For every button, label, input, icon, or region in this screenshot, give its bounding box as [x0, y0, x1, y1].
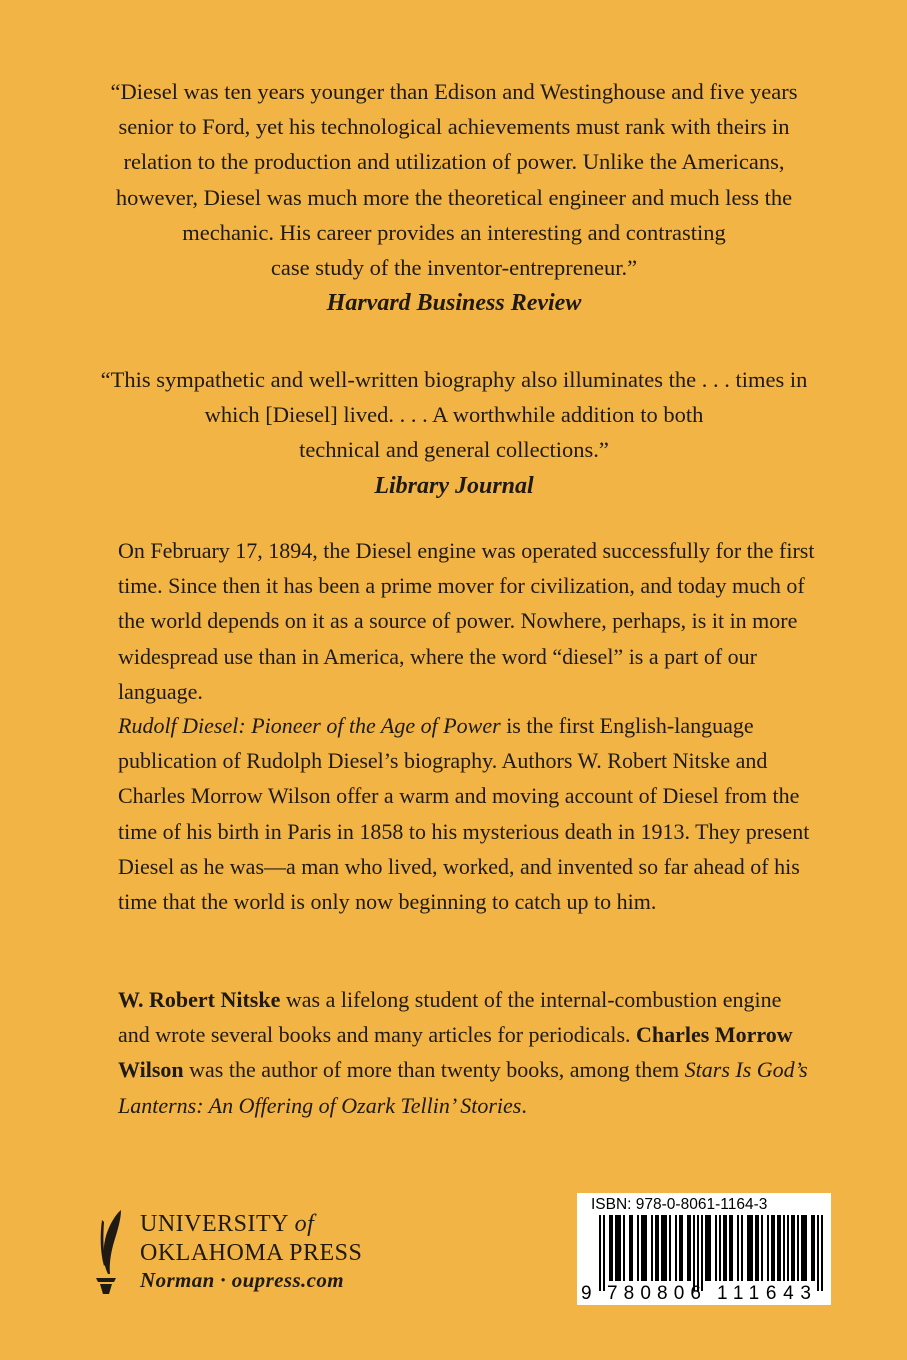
barcode-bar [657, 1215, 659, 1281]
barcode-bar [737, 1215, 739, 1281]
barcode-bar [663, 1215, 665, 1281]
barcode-bar [731, 1215, 733, 1281]
author-bio-end: . [521, 1092, 527, 1118]
publisher-name-line-2: OKLAHOMA PRESS [140, 1240, 363, 1266]
barcode-bar [693, 1215, 695, 1291]
barcode-digits-left: 780806 [607, 1283, 701, 1304]
barcode-bar [675, 1215, 677, 1281]
quote-line: “Diesel was ten years younger than Edison and Westinghouse and five years [110, 79, 798, 104]
barcode-bar [687, 1215, 689, 1281]
other-book-title: Stars Is God’s Lanterns: An Offering of Ozark Tellin’ Stories [118, 1057, 808, 1118]
barcode-bar [645, 1215, 647, 1281]
description-text: is the first English-language publication of Rudolph Diesel’s biography. Authors W. Robert Nitske and Charles Morrow Wilson offer a warm and moving account of Diesel from the time of his birth in Paris in 1858 to his mysterious death in 1913. They present Diesel as he was—a man who lived, worked, and invented so far ahead of his time that the world is only now beginning to catch up to him. [118, 713, 810, 915]
barcode-bar [623, 1215, 625, 1281]
barcode-bar [709, 1215, 711, 1281]
barcode-bar [729, 1215, 731, 1281]
quote-line: senior to Ford, yet his technological achievements must rank with theirs in [118, 114, 790, 140]
barcode-bar [821, 1215, 823, 1291]
barcode-bar [637, 1215, 639, 1281]
barcode-bar [793, 1215, 795, 1281]
barcode-bar [715, 1215, 717, 1281]
quote-attribution: Harvard Business Review [326, 290, 582, 317]
quill-pen-icon [92, 1208, 132, 1294]
publisher-logo [92, 1208, 392, 1294]
barcode-bar [669, 1215, 671, 1281]
barcode-bar [611, 1215, 613, 1281]
barcode-bar [603, 1215, 605, 1291]
barcode-bar [661, 1215, 663, 1281]
barcode-bar [617, 1215, 619, 1281]
barcode-bar [761, 1215, 763, 1281]
quote-line: which [Diesel] lived. . . . A worthwhile addition to both [204, 402, 704, 428]
description-paragraph-2 [118, 708, 818, 919]
barcode-bar [707, 1215, 709, 1281]
barcode-bar [719, 1215, 721, 1281]
description-paragraph-1: On February 17, 1894, the Diesel engine was operated successfully for the first time. Since then it has been a prime mover for civilization, and today much of the world depends on it as a source of power. Nowhere, perhaps, is it in more widespread use than in America, where the word “diesel” is a part of our language. [118, 538, 815, 704]
barcode-bars [599, 1215, 823, 1291]
barcode-bar [697, 1215, 699, 1291]
barcode-bar [615, 1215, 617, 1281]
barcode-digit-first: 9 [581, 1283, 592, 1304]
review-quote-library-journal [84, 362, 824, 504]
author-name: W. Robert Nitske [118, 987, 281, 1012]
publisher-location: Norman · oupress.com [140, 1268, 345, 1292]
barcode-bar [631, 1215, 633, 1281]
barcode-bar [777, 1215, 779, 1281]
quote-line: relation to the production and utilization of power. Unlike the Americans, [123, 149, 785, 175]
barcode-bar [755, 1215, 757, 1281]
barcode-bar [723, 1215, 725, 1281]
barcode-bar [797, 1215, 799, 1281]
barcode-bar [665, 1215, 667, 1281]
barcode-bar [641, 1215, 643, 1281]
barcode-bar [801, 1215, 803, 1281]
book-title: Rudolf Diesel: Pioneer of the Age of Power [118, 713, 501, 738]
barcode-bar [779, 1215, 781, 1281]
barcode-bar [609, 1215, 611, 1281]
author-bio: was a lifelong student of the internal-combustion engine and wrote several books and many articles for periodicals. [118, 987, 782, 1048]
author-bios [118, 982, 818, 1123]
barcode-bar [803, 1215, 805, 1281]
barcode-bar [655, 1215, 657, 1281]
barcode-bar [771, 1215, 773, 1281]
barcode-bar [741, 1215, 743, 1281]
barcode-bar [783, 1215, 785, 1281]
barcode-bar [747, 1215, 749, 1281]
barcode-bar [619, 1215, 621, 1281]
barcode-bar [705, 1215, 707, 1281]
quote-line: case study of the inventor-entrepreneur.” [270, 255, 638, 281]
barcode-bar [689, 1215, 691, 1281]
author-name: Charles Morrow Wilson [118, 1022, 793, 1083]
review-quote-harvard [84, 74, 824, 321]
isbn-label: ISBN: 978-0-8061-1164-3 [591, 1196, 768, 1213]
author-bio: was the author of more than twenty books, among them [183, 1057, 685, 1083]
barcode-bar [599, 1215, 601, 1291]
barcode-bar [757, 1215, 759, 1281]
barcode-bar [791, 1215, 793, 1281]
barcode-bar [643, 1215, 645, 1281]
barcode-digits-right: 111643 [717, 1283, 811, 1304]
barcode-bar [751, 1215, 753, 1281]
barcode-bar [681, 1215, 683, 1281]
quote-line: technical and general collections.” [299, 437, 609, 463]
barcode-bar [749, 1215, 751, 1281]
barcode-bar [767, 1215, 769, 1281]
barcode-bar [701, 1215, 703, 1291]
barcode-bar [787, 1215, 789, 1281]
isbn-barcode [577, 1193, 831, 1305]
barcode-bar [811, 1215, 813, 1281]
barcode-bar [651, 1215, 653, 1281]
barcode-bar [817, 1215, 819, 1291]
barcode-bar [773, 1215, 775, 1281]
barcode-bar [725, 1215, 727, 1281]
barcode-bar [813, 1215, 815, 1281]
quote-attribution: Library Journal [374, 472, 534, 499]
barcode-bar [805, 1215, 807, 1281]
quote-line: however, Diesel was much more the theoretical engineer and much less the [115, 184, 793, 210]
quote-line: “This sympathetic and well-written biography also illuminates the . . . times in [100, 367, 808, 392]
quote-line: mechanic. His career provides an interesting and contrasting [182, 219, 726, 245]
barcode-bar [679, 1215, 681, 1281]
barcode-bar [629, 1215, 631, 1281]
publisher-name-line-1: UNIVERSITY of [140, 1211, 315, 1237]
